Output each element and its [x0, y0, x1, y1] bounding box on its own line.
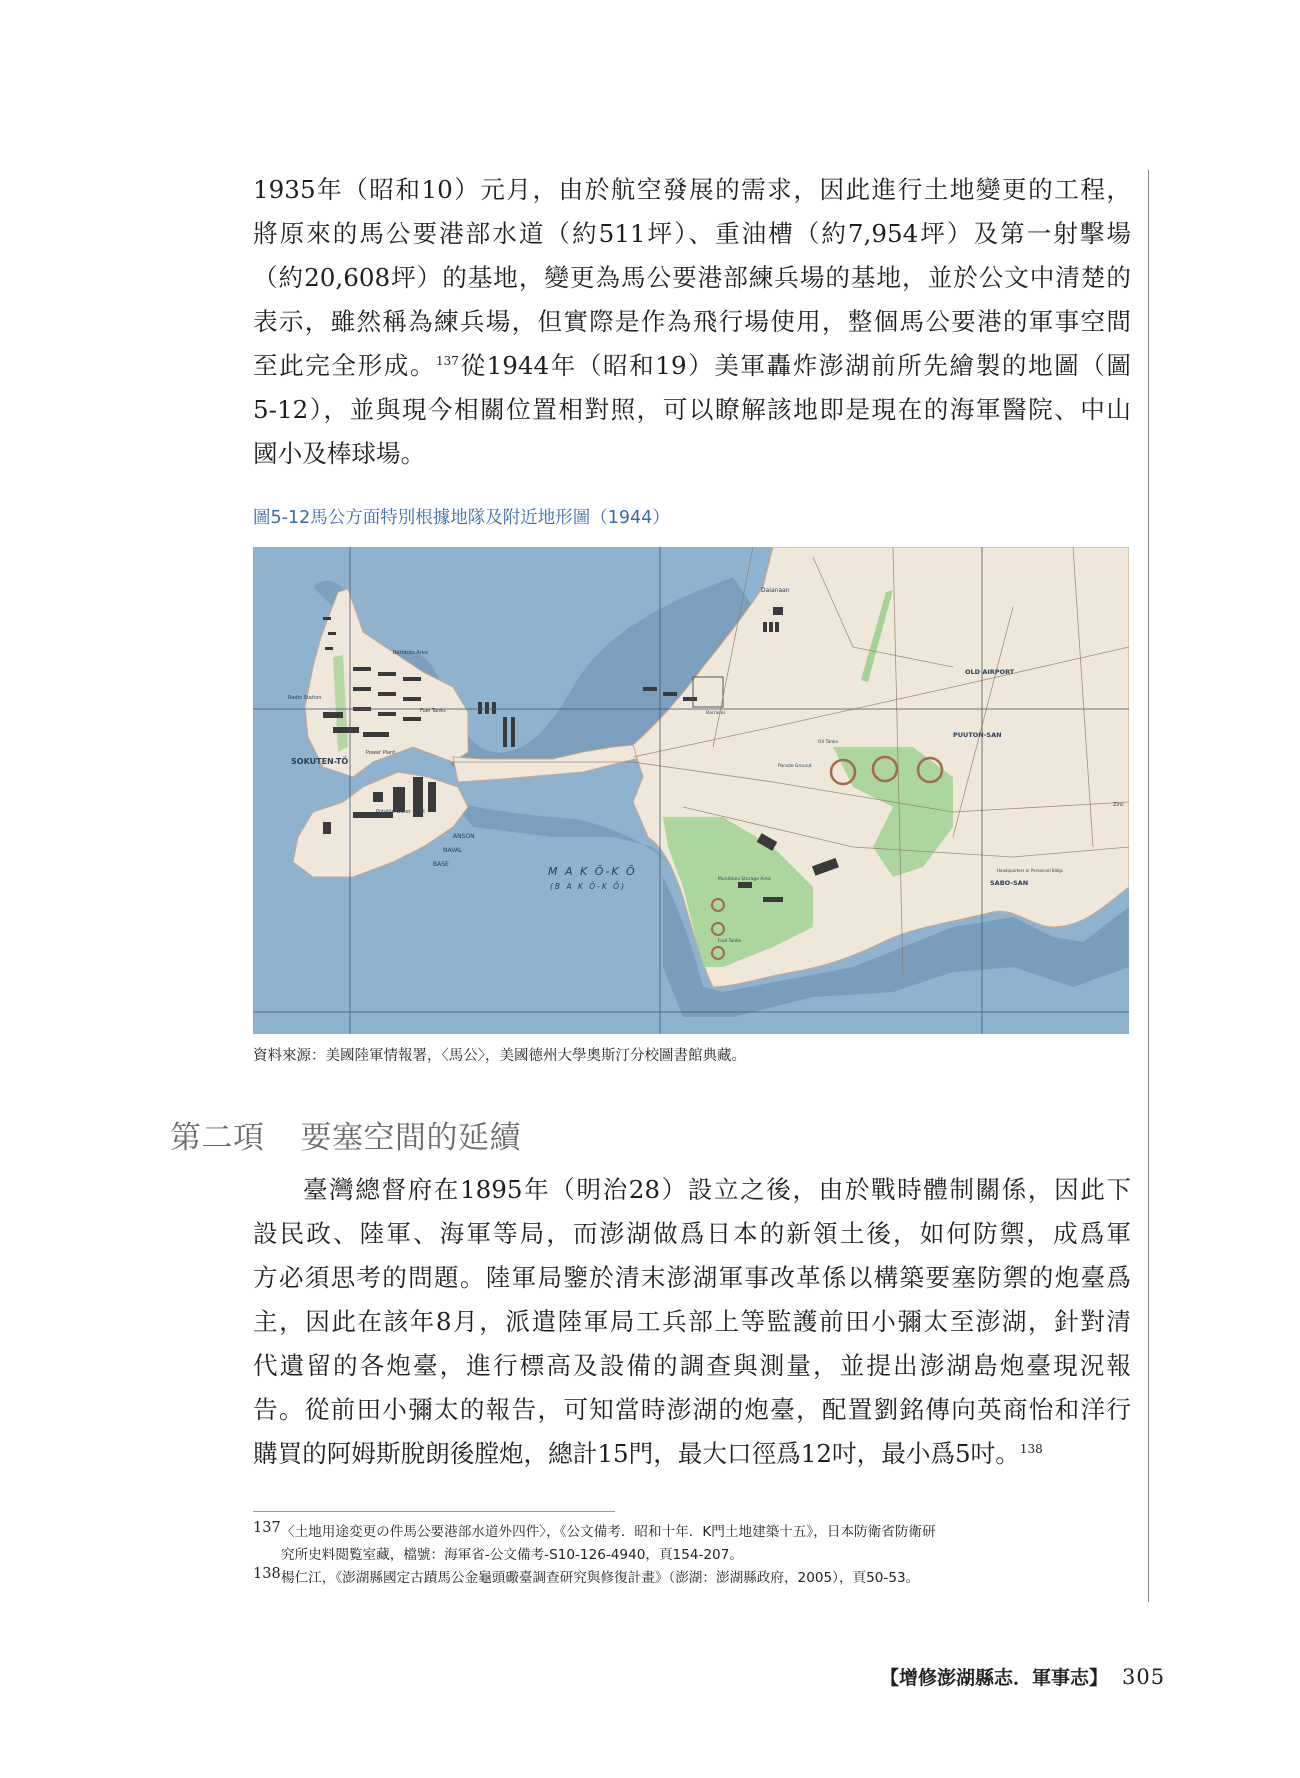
map-label-headquarters: Headquarters or Personnel Bldgs [997, 868, 1063, 873]
map-label-daianaan: Daianaan [761, 587, 790, 594]
text-line: 代遺留的各炮臺，進行標高及設備的調查與測量，並提出澎湖島炮臺現況報 [253, 1351, 1131, 1380]
text-line: 臺灣總督府在1895年（明治28）設立之後，由於戰時體制關係，因此下 [303, 1175, 1131, 1204]
section-heading [170, 1112, 521, 1157]
map-label-base: BASE [433, 861, 449, 868]
footnotes [253, 1521, 1133, 1590]
margin-rule [1148, 170, 1149, 1602]
map-label-naval: NAVAL [443, 847, 463, 854]
map-label-potable-water: Potable Water Plant [376, 809, 426, 815]
running-title: 【增修澎湖縣志．軍事志】 [880, 1667, 1109, 1689]
map-label-sokuten: SOKUTEN-TÖ [291, 757, 349, 766]
footnote-text: 究所史料閲覧室藏，檔號：海軍省-公文備考-S10-126-4940，頁154-207。 [281, 1547, 743, 1563]
text-line: 表示，雖然稱為練兵場，但實際是作為飛行場使用，整個馬公要港的軍事空間 [253, 307, 1131, 336]
section-number: 第二項 [170, 1120, 265, 1156]
text-segment: 購買的阿姆斯脫朗後膛炮，總計15門，最大口徑爲12吋，最小爲5吋。 [253, 1439, 1020, 1468]
map-label-oil-tanks: Oil Tanks [818, 740, 839, 745]
text-line: 5-12），並與現今相關位置相對照，可以瞭解該地即是現在的海軍醫院、中山 [253, 395, 1131, 424]
figure-source-note: 資料來源：美國陸軍情報署，〈馬公〉，美國德州大學奧斯汀分校圖書館典藏。 [253, 1048, 746, 1064]
text-line: 國小及棒球場。 [253, 439, 426, 468]
map-label-puuton: PUUTON-SAN [953, 731, 1002, 739]
map-label-power-plant: Power Plant [366, 750, 396, 756]
map-label-radio-station: Radio Station [288, 695, 322, 701]
text-segment: 從1944年（昭和19）美軍轟炸澎湖前所先繪製的地圖（圖 [458, 351, 1131, 380]
footnote-number: 137 [253, 1520, 281, 1536]
page-number: 305 [1122, 1665, 1166, 1689]
body-paragraph-1 [253, 168, 1131, 476]
map-label-zinc: Zinc [1113, 802, 1124, 808]
map-label-bakoko: (B A K Ō-K Ō) [550, 882, 627, 891]
map-label-munitions: Munitions Storage Area [718, 877, 771, 882]
map-label-old-airport: OLD AIRPORT [965, 668, 1015, 676]
footnote-ref-138[interactable]: 138 [1019, 1442, 1043, 1456]
body-paragraph-2 [253, 1168, 1131, 1476]
map-image [253, 547, 1129, 1034]
footnote-ref-137[interactable]: 137 [436, 354, 459, 368]
text-line: 設民政、陸軍、海軍等局，而澎湖做爲日本的新領土後，如何防禦，成爲軍 [253, 1219, 1131, 1248]
text-line: 將原來的馬公要港部水道（約511坪）、重油槽（約7,954坪）及第一射擊場 [253, 219, 1131, 248]
text-line: 1935年（昭和10）元月，由於航空發展的需求，因此進行土地變更的工程， [253, 175, 1131, 204]
footnote-text: 〈土地用途変更の件馬公要港部水道外四件〉，《公文備考．昭和十年．K門土地建築十五》，日本防衛省防衛研 [281, 1524, 936, 1540]
text-line: 告。從前田小彌太的報告，可知當時澎湖的炮臺，配置劉銘傳向英商怡和洋行 [253, 1395, 1131, 1424]
figure-caption: 圖5-12馬公方面特別根據地隊及附近地形圖（1944） [253, 508, 670, 528]
map-label-anson: ANSON [453, 833, 475, 840]
footnote-138 [253, 1567, 1133, 1590]
text-line: 方必須思考的問題。陸軍局鑒於清末澎湖軍事改革係以構築要塞防禦的炮臺爲 [253, 1263, 1131, 1292]
map-label-makoko: M A K Ō-K Ō [548, 865, 637, 878]
map-label-fuel-tanks: Fuel Tanks [420, 708, 446, 714]
historical-map-figure [253, 547, 1129, 1034]
footnote-divider [253, 1511, 615, 1512]
page-footer [880, 1663, 1165, 1690]
map-label-barracks: Barracks [706, 711, 726, 716]
text-segment: 至此完全形成。 [253, 351, 436, 380]
text-line: （約20,608坪）的基地，變更為馬公要港部練兵場的基地，並於公文中清楚的 [253, 263, 1131, 292]
text-line-with-footnote [253, 344, 1131, 388]
footnote-137 [253, 1521, 1133, 1567]
map-label-fuel-tanks-south: Fuel Tanks [718, 939, 742, 944]
section-title: 要塞空間的延續 [300, 1120, 521, 1156]
footnote-text: 楊仁江，《澎湖縣國定古蹟馬公金龜頭礮臺調查研究與修復計畫》（澎湖：澎湖縣政府，2005），頁50-53。 [281, 1570, 920, 1586]
map-label-sabo: SABO-SAN [990, 879, 1029, 887]
footnote-number: 138 [253, 1566, 281, 1582]
text-line: 主，因此在該年8月，派遣陸軍局工兵部上等監護前田小彌太至澎湖，針對清 [253, 1307, 1131, 1336]
map-label-parade-ground: Parade Ground [778, 764, 812, 769]
text-line-with-footnote [253, 1432, 1131, 1476]
map-label-barracks-area: Barracks Area [393, 650, 428, 656]
